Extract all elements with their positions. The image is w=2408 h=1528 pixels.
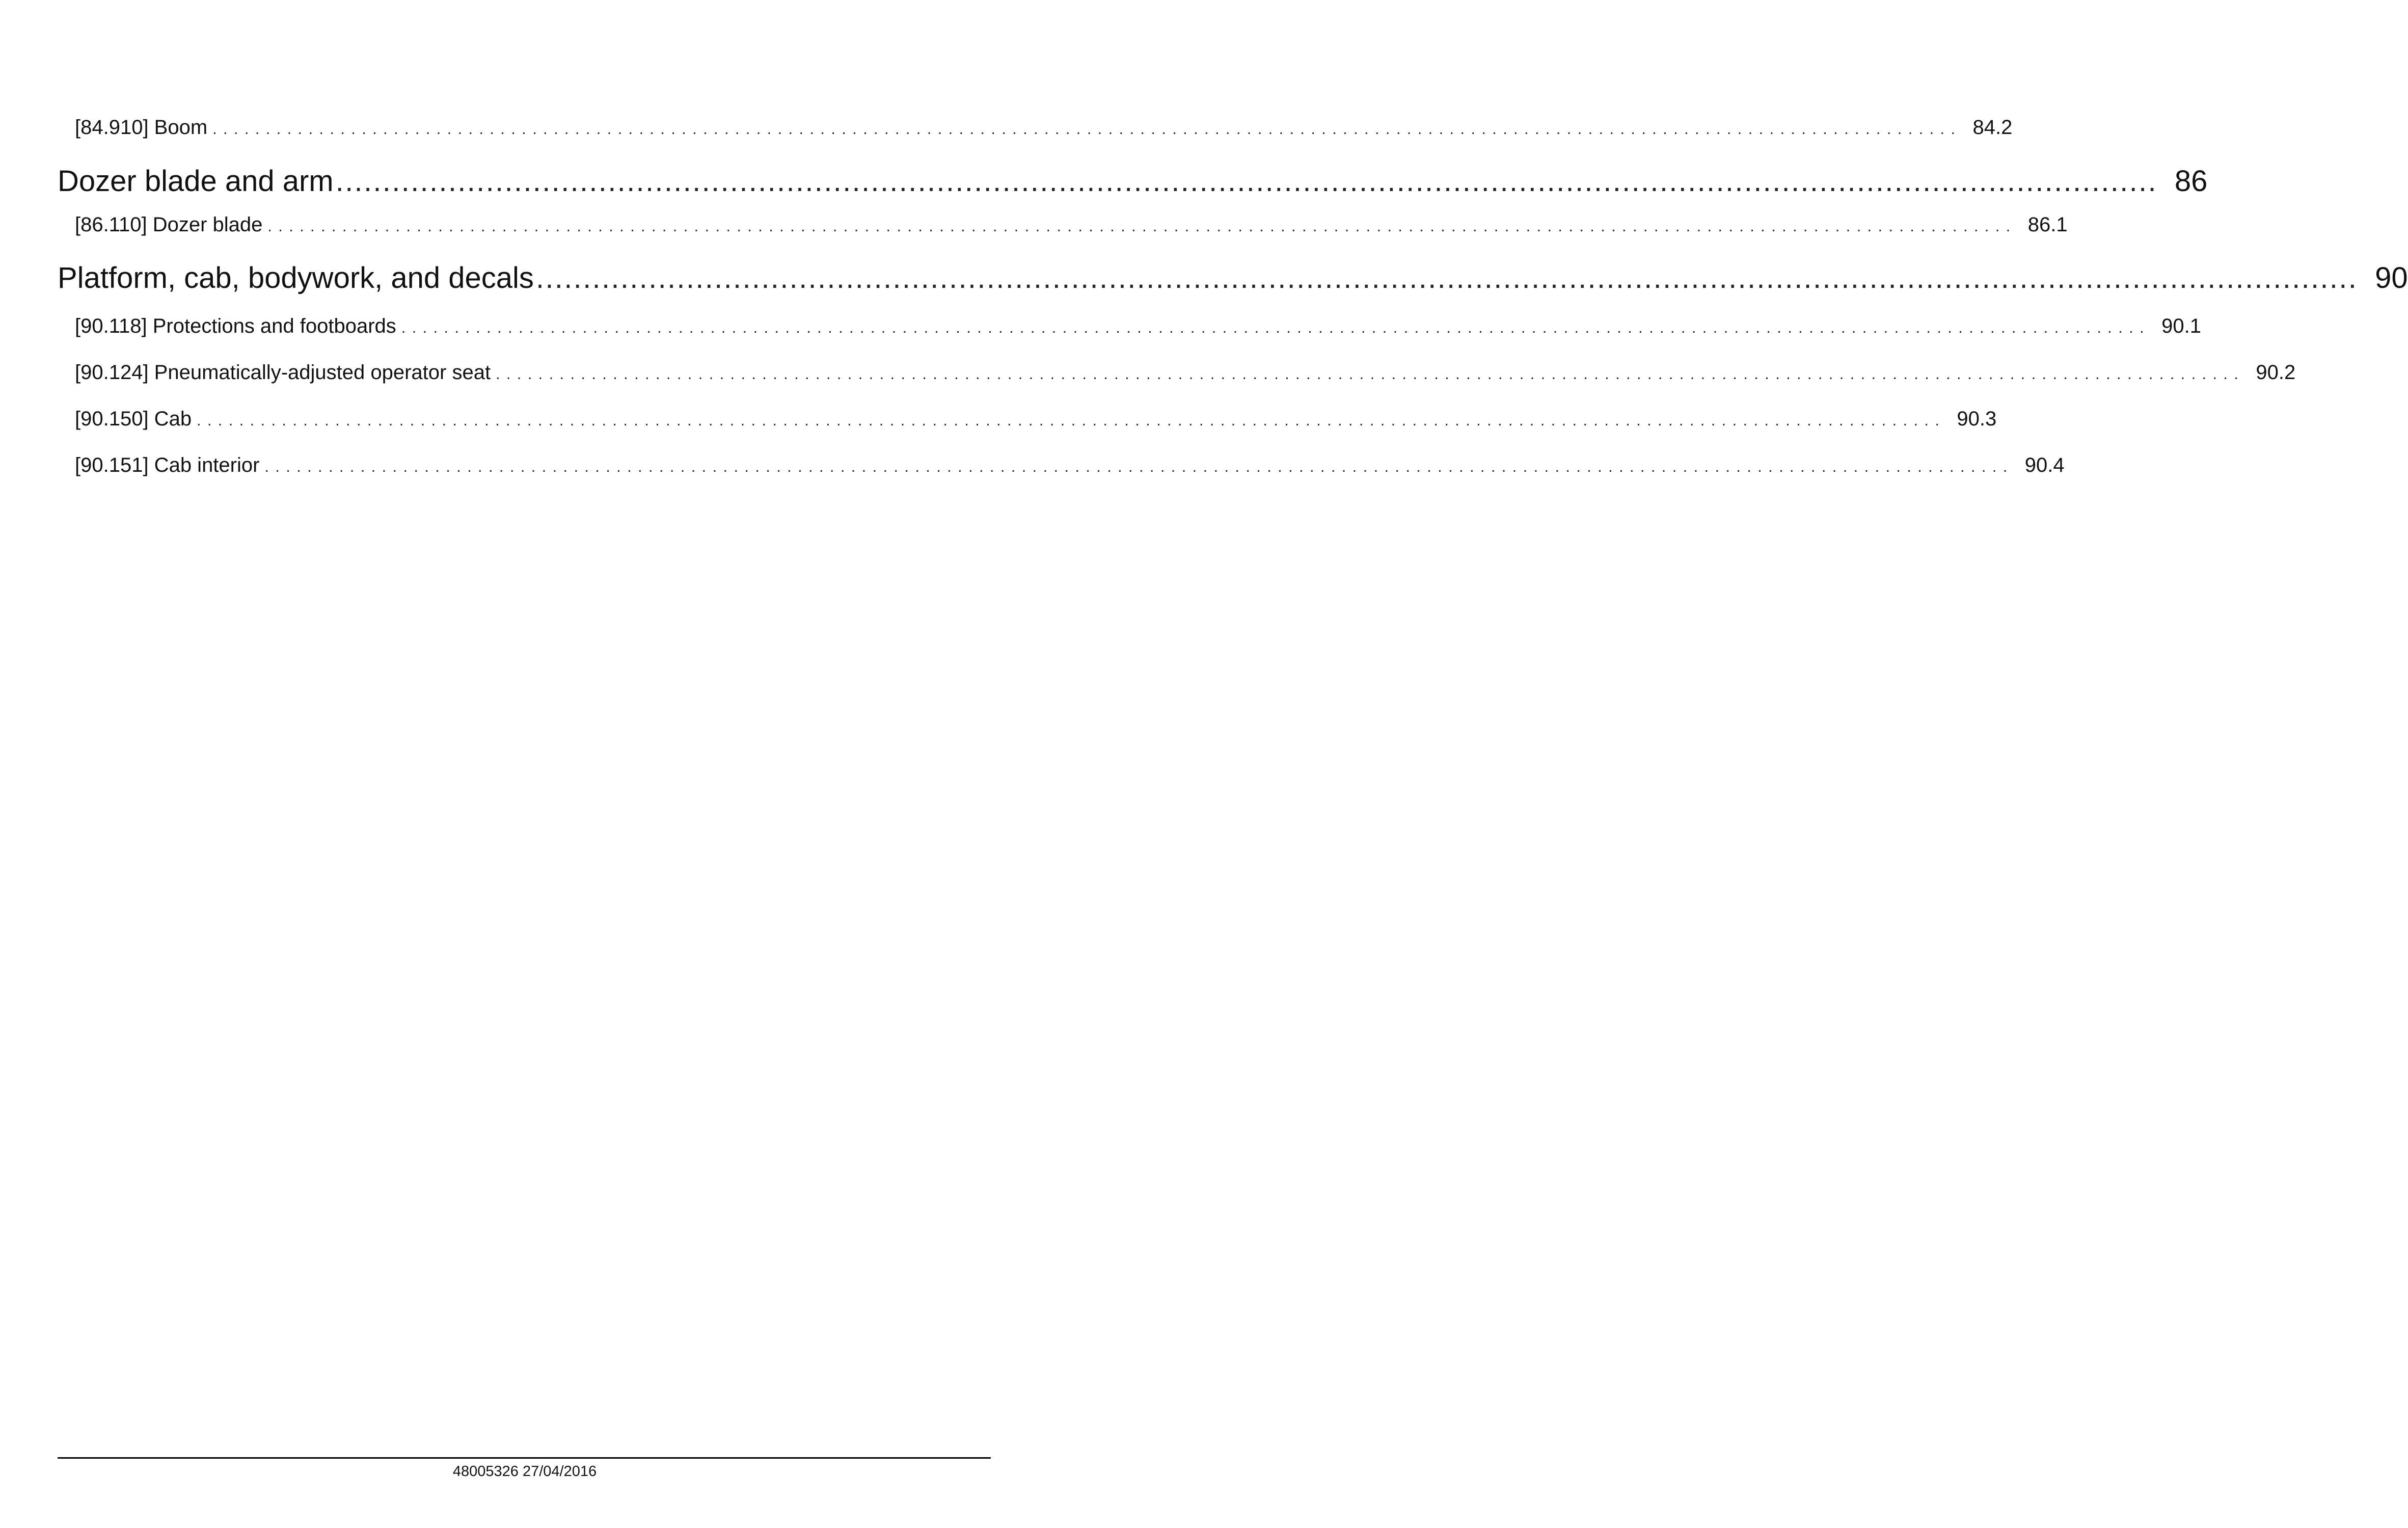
dot-leader: .................................................................................................................................................................... (212, 121, 1962, 138)
dot-leader: .................................................................................................................................................................... (401, 319, 2151, 336)
toc-entry-page: 90.3 (1957, 408, 1997, 430)
toc-entry-title: [90.150] Cab (75, 408, 192, 430)
toc-section-title: Platform, cab, bodywork, and decals (58, 261, 534, 294)
toc-section-page: 86 (2174, 165, 2208, 198)
toc-entry-title: [90.124] Pneumatically-adjusted operator seat (75, 361, 491, 384)
toc-entry-page: 90.1 (2161, 315, 2202, 337)
toc-entry-page: 84.2 (1972, 116, 2013, 139)
dot-leader: .................................................................................................................................................................................................. (535, 261, 2358, 294)
toc-entry-90-151-cab-interior[interactable] (75, 454, 2065, 477)
toc-entry-title: [84.910] Boom (75, 116, 208, 139)
toc-entry-84-910-boom[interactable] (75, 116, 2013, 139)
toc-section-page: 90 (2375, 261, 2408, 294)
dot-leader: .................................................................................................................................................................... (267, 218, 2017, 235)
toc-section-title: Dozer blade and arm (58, 165, 334, 198)
toc-section-dozer-blade-and-arm[interactable] (58, 164, 2208, 198)
dot-leader: .................................................................................................................................................................... (264, 459, 2014, 475)
footer-document-id-date: 48005326 27/04/2016 (452, 1463, 597, 1480)
toc-entry-90-118-protections-footboards[interactable] (75, 315, 2202, 338)
dot-leader: .................................................................................................................................................................... (496, 366, 2245, 383)
toc-entry-title: [90.151] Cab interior (75, 454, 260, 476)
dot-leader: .................................................................................................................................................................... (197, 412, 1946, 429)
toc-entry-90-124-operator-seat[interactable] (75, 361, 2296, 384)
toc-entry-page: 90.2 (2256, 361, 2296, 384)
toc-entry-86-110-dozer-blade[interactable] (75, 213, 2068, 236)
toc-entry-title: [90.118] Protections and footboards (75, 315, 396, 337)
footer-divider (58, 1457, 991, 1459)
toc-entry-title: [86.110] Dozer blade (75, 213, 263, 236)
toc-entry-90-150-cab[interactable] (75, 408, 1997, 431)
dot-leader: .................................................................................................................................................................................................. (335, 165, 2157, 198)
toc-section-platform-cab-bodywork-decals[interactable] (58, 261, 2408, 295)
toc-entry-page: 90.4 (2024, 454, 2065, 476)
toc-entry-page: 86.1 (2027, 213, 2068, 236)
